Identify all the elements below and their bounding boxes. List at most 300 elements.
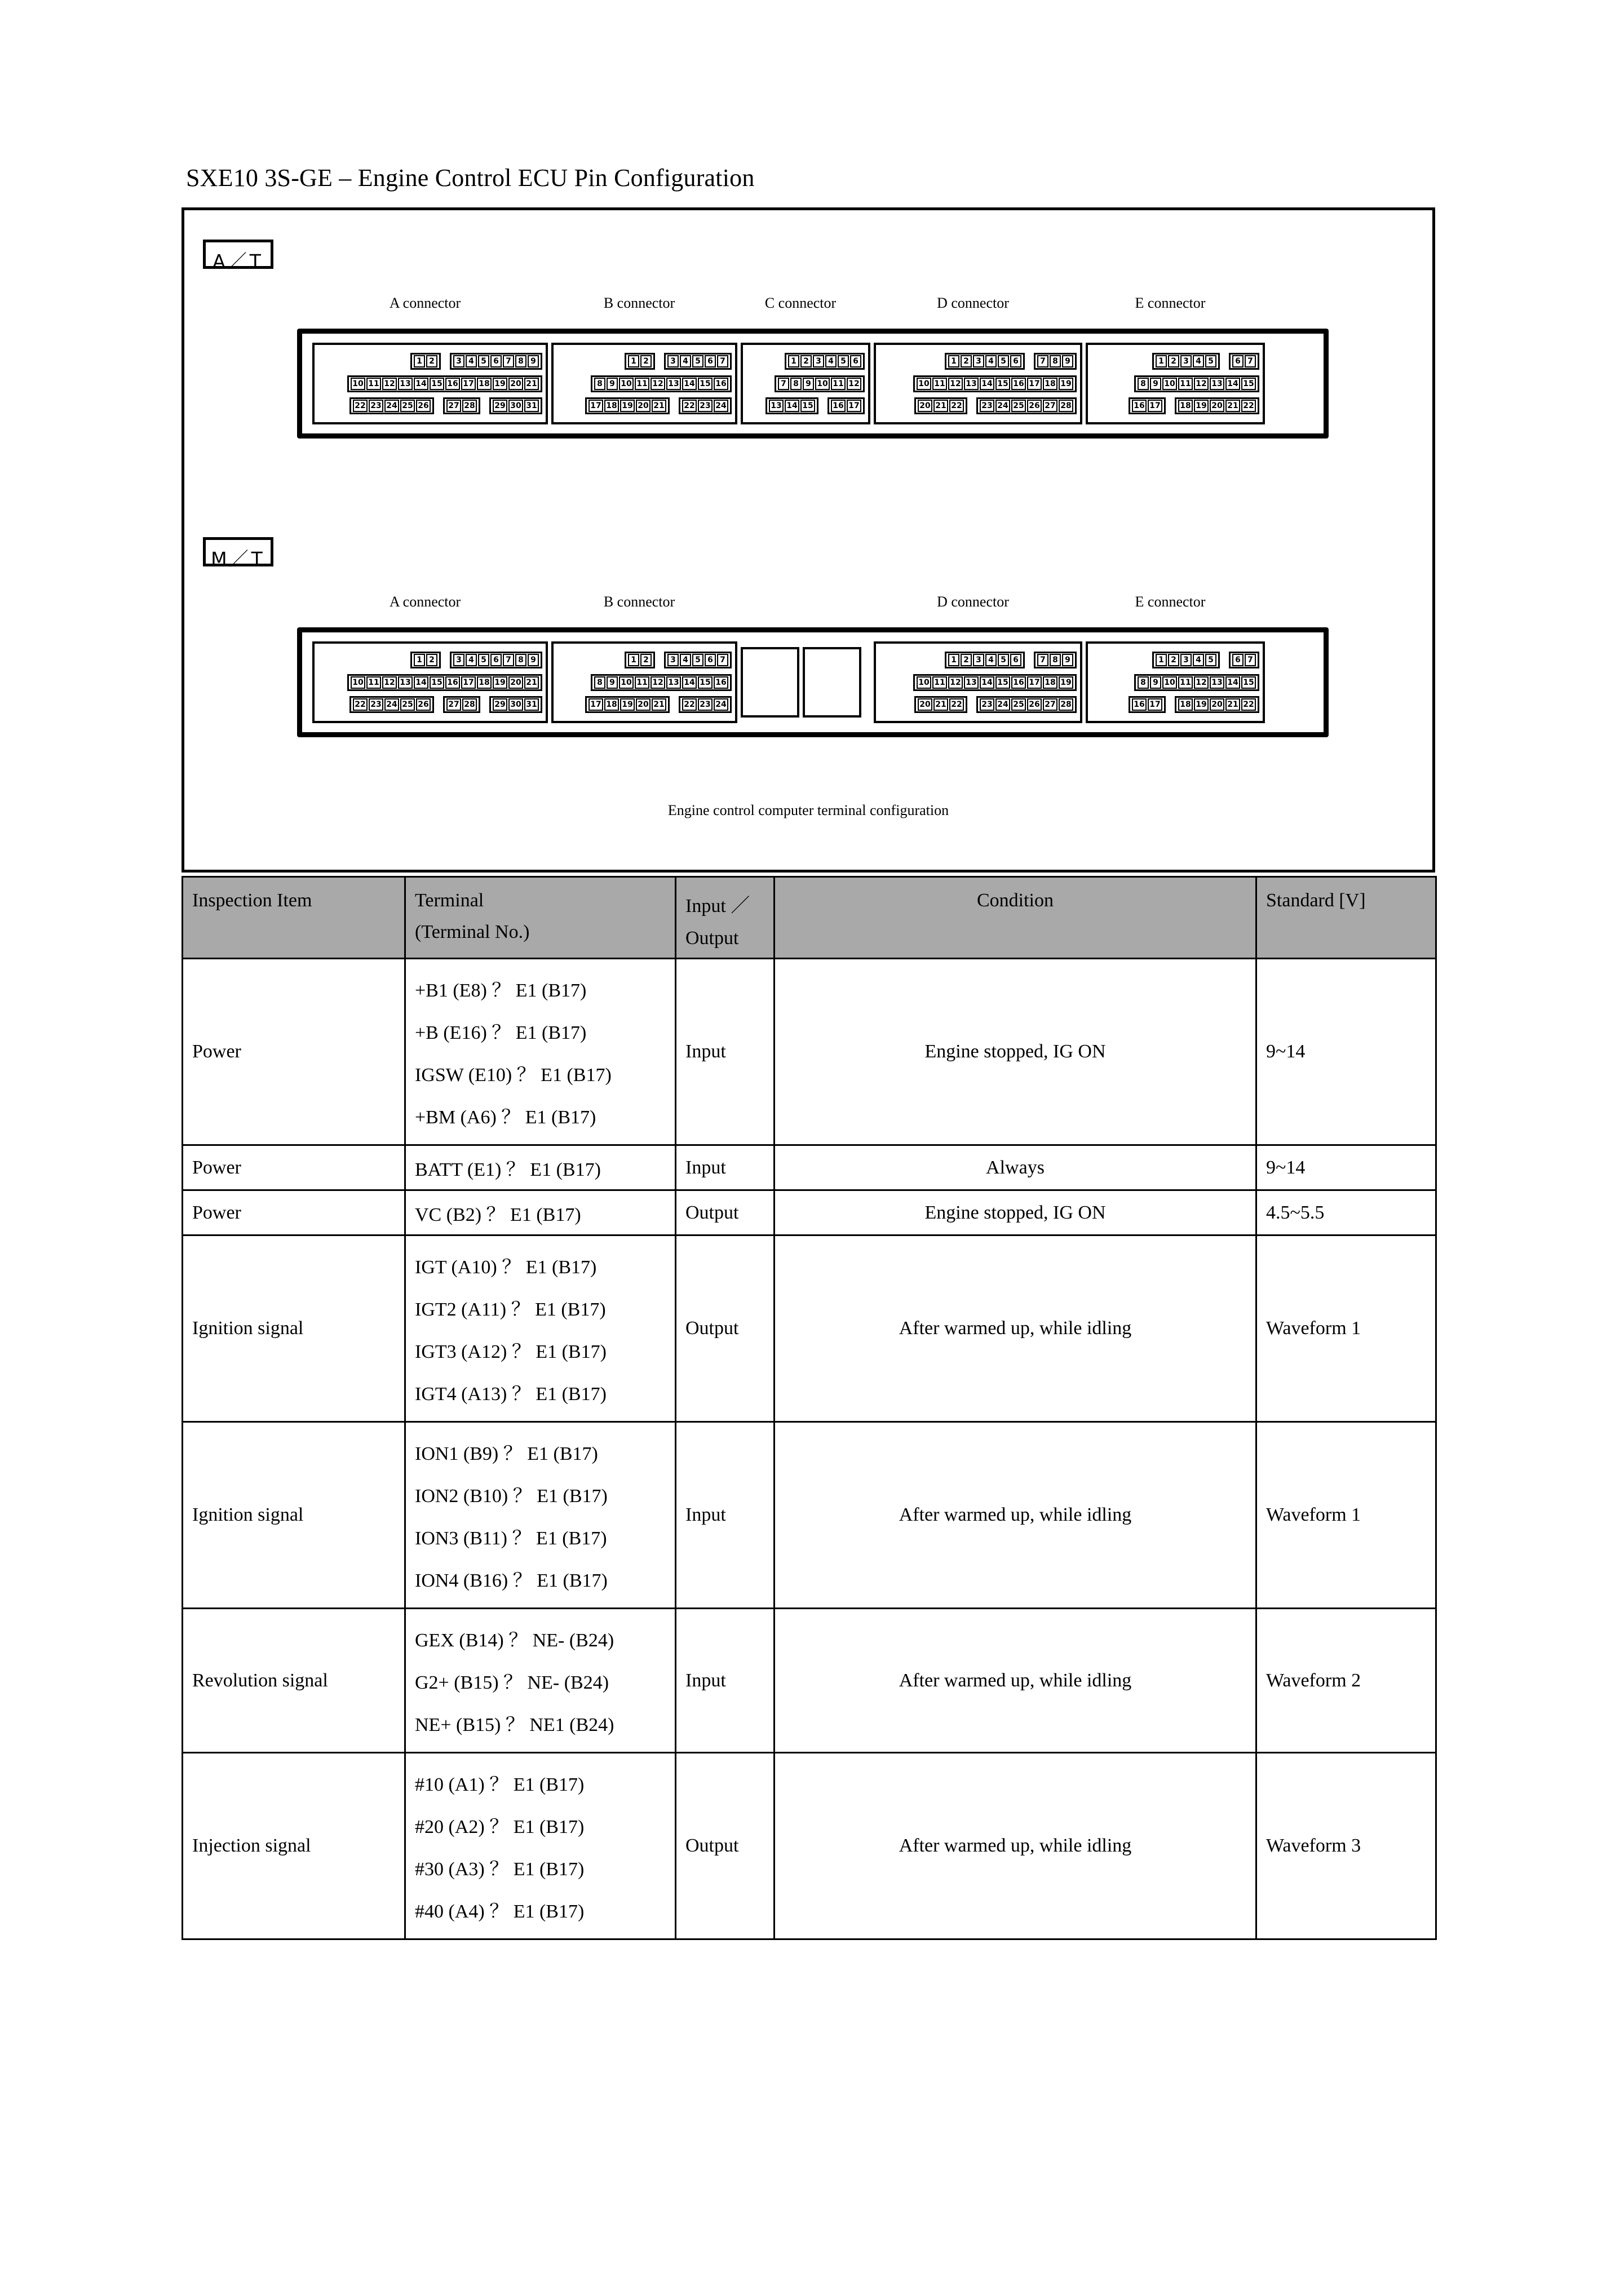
pin-mt-D-26: 26: [1027, 698, 1042, 711]
pin-at-B-2: 2: [640, 355, 652, 367]
pin-mt-A-10: 10: [351, 676, 365, 689]
pin-at-A-30: 30: [508, 400, 523, 412]
cell-condition: Engine stopped, IG ON: [775, 1190, 1256, 1235]
pin-segment-gap: [655, 353, 664, 370]
connector-label-at-A: A connector: [389, 295, 461, 311]
connector-at-E: [1086, 343, 1265, 424]
pin-at-D-23: 23: [980, 400, 994, 412]
connector-empty-slot: [803, 647, 861, 718]
pin-at-A-5: 5: [478, 355, 489, 367]
pin-mt-D-8: 8: [1050, 654, 1061, 666]
pin-at-B-6: 6: [705, 355, 716, 367]
pin-at-A-8: 8: [515, 355, 526, 367]
pin-mt-D-16: 16: [1011, 676, 1026, 689]
pin-mt-B-2: 2: [640, 654, 652, 666]
pin-at-D-27: 27: [1043, 400, 1057, 412]
pin-specification-table: [182, 876, 1437, 1940]
connector-mt-D: [874, 641, 1082, 723]
transmission-tag-at: A／T: [203, 240, 273, 269]
pin-segment: [591, 674, 732, 691]
pin-segment: [976, 397, 1077, 414]
terminal-entry: #40 (A4) ？ E1 (B17): [415, 1901, 585, 1922]
pin-at-B-17: 17: [588, 400, 603, 412]
pin-at-D-22: 22: [949, 400, 964, 412]
pin-at-A-31: 31: [524, 400, 539, 412]
cell-terminal: [405, 1145, 676, 1190]
pin-mt-D-13: 13: [964, 676, 979, 689]
pin-mt-E-18: 18: [1178, 698, 1193, 711]
pin-at-A-18: 18: [477, 378, 492, 390]
pin-row: [557, 696, 732, 713]
pin-at-D-25: 25: [1011, 400, 1026, 412]
pin-row: [318, 652, 542, 668]
pin-mt-B-8: 8: [594, 676, 605, 689]
pin-at-B-20: 20: [636, 400, 651, 412]
pin-segment: [775, 375, 865, 392]
pin-at-B-22: 22: [682, 400, 697, 412]
pin-at-B-16: 16: [714, 378, 728, 390]
pin-mt-A-24: 24: [384, 698, 399, 711]
pin-segment-gap: [1220, 652, 1229, 668]
pin-at-D-5: 5: [998, 355, 1009, 367]
terminal-entry: #20 (A2) ？ E1 (B17): [415, 1817, 585, 1837]
table-header-row: [183, 877, 1436, 959]
terminal-entry: VC (B2) ？ E1 (B17): [415, 1204, 581, 1225]
pin-at-C-10: 10: [815, 378, 830, 390]
pin-mt-B-21: 21: [652, 698, 666, 711]
pin-row: [318, 375, 542, 392]
table-row: [183, 1235, 1436, 1422]
pin-at-A-14: 14: [414, 378, 428, 390]
terminal-entry: IGT4 (A13) ？ E1 (B17): [415, 1384, 607, 1405]
pin-at-D-1: 1: [948, 355, 959, 367]
pin-at-C-3: 3: [813, 355, 824, 367]
pin-segment: [450, 652, 542, 668]
pin-at-C-17: 17: [847, 400, 861, 412]
pin-row: [746, 397, 865, 414]
pin-mt-E-3: 3: [1180, 654, 1192, 666]
pin-at-B-13: 13: [666, 378, 681, 390]
pin-segment-gap: [1025, 652, 1034, 668]
pin-segment: [347, 674, 542, 691]
pin-mt-D-21: 21: [933, 698, 948, 711]
pin-mt-B-20: 20: [636, 698, 651, 711]
pin-mt-B-10: 10: [619, 676, 634, 689]
pin-segment-gap: [441, 353, 450, 370]
pin-at-B-19: 19: [620, 400, 635, 412]
pin-mt-A-30: 30: [508, 698, 523, 711]
cell-inspection-item: Power: [183, 1145, 405, 1190]
pin-row: [557, 353, 732, 370]
pin-at-B-12: 12: [651, 378, 665, 390]
pin-mt-E-12: 12: [1194, 676, 1209, 689]
pin-row: [1091, 375, 1259, 392]
pin-mt-D-24: 24: [995, 698, 1010, 711]
pin-row: [746, 375, 865, 392]
pin-row: [879, 353, 1077, 370]
pin-mt-A-1: 1: [414, 654, 425, 666]
pin-segment: [1134, 375, 1259, 392]
pin-at-A-28: 28: [462, 400, 477, 412]
cell-terminal: [405, 959, 676, 1145]
pin-at-A-2: 2: [426, 355, 437, 367]
pin-at-D-13: 13: [964, 378, 979, 390]
pin-segment: [945, 353, 1025, 370]
connector-empty-slot: [741, 647, 799, 718]
pin-mt-A-20: 20: [508, 676, 523, 689]
pin-at-C-1: 1: [788, 355, 799, 367]
pin-at-D-11: 11: [932, 378, 947, 390]
pin-mt-D-28: 28: [1059, 698, 1073, 711]
terminal-entry: #30 (A3) ？ E1 (B17): [415, 1859, 585, 1880]
table-row: [183, 1609, 1436, 1753]
pin-at-A-11: 11: [366, 378, 381, 390]
connector-label-mt-D: D connector: [937, 594, 1009, 610]
pin-mt-E-17: 17: [1148, 698, 1162, 711]
connector-labels-mt: [184, 594, 1432, 614]
pin-at-A-4: 4: [466, 355, 477, 367]
pin-at-A-7: 7: [503, 355, 514, 367]
connector-label-mt-A: A connector: [389, 594, 461, 610]
pin-at-E-10: 10: [1162, 378, 1177, 390]
pin-mt-A-3: 3: [453, 654, 464, 666]
pin-segment: [1129, 696, 1166, 713]
pin-segment: [450, 353, 542, 370]
pin-mt-E-7: 7: [1245, 654, 1256, 666]
pin-segment-gap: [1025, 353, 1034, 370]
pin-at-C-5: 5: [838, 355, 849, 367]
terminal-entry: IGT (A10) ？ E1 (B17): [415, 1257, 597, 1278]
pin-at-D-10: 10: [917, 378, 931, 390]
pin-at-E-8: 8: [1138, 378, 1149, 390]
pin-segment-gap: [1166, 696, 1175, 713]
pin-at-A-24: 24: [384, 400, 399, 412]
pin-at-A-25: 25: [400, 400, 415, 412]
pin-segment: [489, 696, 542, 713]
pin-at-B-21: 21: [652, 400, 666, 412]
pin-mt-B-7: 7: [717, 654, 728, 666]
pin-mt-A-22: 22: [353, 698, 368, 711]
terminal-entry: NE+ (B15) ？ NE1 (B24): [415, 1715, 614, 1735]
table-row: [183, 959, 1436, 1145]
table-row: [183, 1190, 1436, 1235]
pin-segment: [347, 375, 542, 392]
pin-at-E-18: 18: [1178, 400, 1193, 412]
cell-terminal: [405, 1422, 676, 1609]
pin-segment-gap: [655, 652, 664, 668]
pin-at-C-4: 4: [825, 355, 837, 367]
pin-segment-gap: [670, 696, 679, 713]
cell-condition: After warmed up, while idling: [775, 1609, 1256, 1753]
terminal-entry: IGT2 (A11) ？ E1 (B17): [415, 1299, 606, 1320]
pin-at-D-19: 19: [1059, 378, 1073, 390]
pin-segment-gap: [967, 696, 976, 713]
pin-at-E-16: 16: [1132, 400, 1147, 412]
connector-mt-B: [551, 641, 737, 723]
pin-mt-A-6: 6: [490, 654, 502, 666]
pin-mt-D-18: 18: [1043, 676, 1057, 689]
terminal-entry: ION4 (B16) ？ E1 (B17): [415, 1570, 608, 1591]
pin-at-A-12: 12: [382, 378, 397, 390]
pin-at-B-10: 10: [619, 378, 634, 390]
pin-at-E-22: 22: [1241, 400, 1256, 412]
pin-row: [1091, 652, 1259, 668]
pin-row: [1091, 696, 1259, 713]
pin-segment: [625, 353, 655, 370]
pin-at-C-11: 11: [831, 378, 846, 390]
cell-input-output: Input: [676, 1609, 775, 1753]
terminal-entry: G2+ (B15) ？ NE- (B24): [415, 1672, 609, 1693]
pin-segment-gap: [967, 397, 976, 414]
pin-mt-A-15: 15: [430, 676, 444, 689]
pin-row: [1091, 674, 1259, 691]
pin-at-E-21: 21: [1225, 400, 1240, 412]
cell-condition: After warmed up, while idling: [775, 1753, 1256, 1939]
pin-segment-gap: [1166, 397, 1175, 414]
cell-inspection-item: Power: [183, 1190, 405, 1235]
cell-standard: 9~14: [1256, 959, 1436, 1145]
pin-row: [879, 652, 1077, 668]
cell-terminal: [405, 1235, 676, 1422]
pin-at-A-22: 22: [353, 400, 368, 412]
pin-segment: [349, 696, 434, 713]
pin-mt-E-9: 9: [1150, 676, 1161, 689]
pin-at-B-14: 14: [682, 378, 697, 390]
cell-standard: Waveform 1: [1256, 1422, 1436, 1609]
pin-mt-A-26: 26: [416, 698, 431, 711]
cell-input-output: Input: [676, 959, 775, 1145]
pin-at-D-16: 16: [1011, 378, 1026, 390]
pin-at-B-8: 8: [594, 378, 605, 390]
pin-segment: [443, 397, 480, 414]
pin-segment-gap: [480, 397, 489, 414]
pin-segment: [664, 652, 732, 668]
pin-segment-gap: [818, 397, 828, 414]
pin-mt-B-16: 16: [714, 676, 728, 689]
pin-segment: [585, 696, 670, 713]
pin-at-D-4: 4: [985, 355, 997, 367]
diagram-caption: Engine control computer terminal configuration: [667, 802, 949, 818]
pin-at-E-13: 13: [1210, 378, 1224, 390]
cell-input-output: Output: [676, 1235, 775, 1422]
pin-at-A-9: 9: [528, 355, 539, 367]
pin-mt-D-19: 19: [1059, 676, 1073, 689]
pin-row: [557, 397, 732, 414]
pin-segment: [785, 353, 865, 370]
pin-row: [879, 397, 1077, 414]
pin-row: [1091, 397, 1259, 414]
pin-mt-E-19: 19: [1194, 698, 1209, 711]
pin-mt-B-19: 19: [620, 698, 635, 711]
pin-at-E-6: 6: [1232, 355, 1244, 367]
cell-standard: Waveform 3: [1256, 1753, 1436, 1939]
pin-at-E-7: 7: [1245, 355, 1256, 367]
cell-standard: 9~14: [1256, 1145, 1436, 1190]
terminal-entry: +B (E16) ？ E1 (B17): [415, 1022, 587, 1043]
pin-segment: [664, 353, 732, 370]
pin-mt-D-14: 14: [980, 676, 994, 689]
pin-segment-gap: [434, 696, 443, 713]
pin-mt-A-8: 8: [515, 654, 526, 666]
pin-segment: [765, 397, 818, 414]
terminal-entry: ION2 (B10) ？ E1 (B17): [415, 1486, 608, 1507]
pin-at-A-29: 29: [493, 400, 507, 412]
terminal-entry: #10 (A1) ？ E1 (B17): [415, 1774, 585, 1795]
pin-mt-A-27: 27: [446, 698, 461, 711]
terminal-entry: GEX (B14) ？ NE- (B24): [415, 1630, 614, 1651]
pin-mt-B-18: 18: [604, 698, 619, 711]
pin-mt-D-27: 27: [1043, 698, 1057, 711]
pin-segment: [679, 696, 732, 713]
cell-standard: Waveform 1: [1256, 1235, 1436, 1422]
pin-segment: [585, 397, 670, 414]
column-header-terminal: Terminal (Terminal No.): [405, 877, 676, 959]
transmission-tag-mt: M／T: [203, 537, 273, 566]
pin-mt-B-12: 12: [651, 676, 665, 689]
pin-at-B-4: 4: [680, 355, 691, 367]
pin-mt-E-11: 11: [1178, 676, 1193, 689]
connector-at-C: [741, 343, 870, 424]
pin-at-A-27: 27: [446, 400, 461, 412]
pin-at-E-20: 20: [1210, 400, 1224, 412]
pin-segment: [625, 652, 655, 668]
pin-segment: [914, 696, 967, 713]
pin-at-B-7: 7: [717, 355, 728, 367]
connector-label-at-B: B connector: [603, 295, 675, 311]
pin-at-E-3: 3: [1180, 355, 1192, 367]
cell-condition: Always: [775, 1145, 1256, 1190]
table-row: [183, 1753, 1436, 1939]
pin-mt-D-17: 17: [1027, 676, 1042, 689]
pin-at-E-9: 9: [1150, 378, 1161, 390]
page-title: SXE10 3S-GE – Engine Control ECU Pin Configuration: [186, 164, 755, 192]
pin-mt-A-19: 19: [493, 676, 507, 689]
pin-mt-E-1: 1: [1156, 654, 1167, 666]
pin-mt-A-25: 25: [400, 698, 415, 711]
pin-at-C-9: 9: [803, 378, 814, 390]
pin-mt-B-17: 17: [588, 698, 603, 711]
cell-condition: After warmed up, while idling: [775, 1422, 1256, 1609]
pin-mt-A-18: 18: [477, 676, 492, 689]
connector-label-at-E: E connector: [1135, 295, 1206, 311]
connector-diagram-frame: [182, 207, 1435, 873]
pin-at-A-6: 6: [490, 355, 502, 367]
cell-inspection-item: Injection signal: [183, 1753, 405, 1939]
pin-row: [879, 696, 1077, 713]
terminal-entry: +BM (A6) ？ E1 (B17): [415, 1107, 596, 1128]
pin-segment: [443, 696, 480, 713]
pin-mt-D-5: 5: [998, 654, 1009, 666]
pin-mt-D-23: 23: [980, 698, 994, 711]
pin-segment: [1034, 652, 1077, 668]
pin-at-E-2: 2: [1168, 355, 1179, 367]
pin-row: [318, 353, 542, 370]
pin-at-E-5: 5: [1205, 355, 1216, 367]
terminal-entry: BATT (E1) ？ E1 (B17): [415, 1159, 601, 1180]
pin-mt-A-21: 21: [524, 676, 539, 689]
pin-at-B-3: 3: [667, 355, 679, 367]
terminal-entry: ION3 (B11) ？ E1 (B17): [415, 1528, 607, 1549]
pin-mt-E-2: 2: [1168, 654, 1179, 666]
connector-label-at-D: D connector: [937, 295, 1009, 311]
pin-mt-D-1: 1: [948, 654, 959, 666]
pin-at-D-18: 18: [1043, 378, 1057, 390]
pin-segment: [349, 397, 434, 414]
pin-mt-E-16: 16: [1132, 698, 1147, 711]
pin-segment: [1175, 397, 1259, 414]
connector-at-B: [551, 343, 737, 424]
pin-mt-B-9: 9: [607, 676, 618, 689]
pin-row: [318, 696, 542, 713]
pin-at-D-7: 7: [1037, 355, 1048, 367]
pin-mt-A-7: 7: [503, 654, 514, 666]
pin-at-A-16: 16: [445, 378, 460, 390]
terminal-entry: IGT3 (A12) ？ E1 (B17): [415, 1341, 607, 1362]
pin-at-C-15: 15: [800, 400, 815, 412]
pin-mt-A-2: 2: [426, 654, 437, 666]
cell-standard: 4.5~5.5: [1256, 1190, 1436, 1235]
pin-at-D-20: 20: [918, 400, 932, 412]
pin-at-B-11: 11: [635, 378, 649, 390]
pin-at-D-2: 2: [961, 355, 972, 367]
pin-at-B-15: 15: [698, 378, 713, 390]
table-row: [183, 1422, 1436, 1609]
pin-at-D-24: 24: [995, 400, 1010, 412]
column-header-inspection-item: Inspection Item: [183, 877, 405, 959]
pin-segment: [489, 397, 542, 414]
pin-mt-B-11: 11: [635, 676, 649, 689]
pin-mt-A-13: 13: [398, 676, 413, 689]
cell-input-output: Input: [676, 1422, 775, 1609]
pin-row: [557, 652, 732, 668]
pin-at-C-8: 8: [790, 378, 802, 390]
pin-at-A-10: 10: [351, 378, 365, 390]
pin-row: [879, 375, 1077, 392]
pin-at-A-20: 20: [508, 378, 523, 390]
ecu-shell-at: [297, 329, 1329, 439]
pin-segment: [913, 674, 1077, 691]
pin-mt-D-9: 9: [1062, 654, 1073, 666]
pin-mt-D-15: 15: [995, 676, 1010, 689]
column-header-condition: Condition: [775, 877, 1256, 959]
pin-segment: [1152, 353, 1220, 370]
pin-mt-D-12: 12: [948, 676, 963, 689]
connector-labels-at: [184, 295, 1432, 315]
pin-mt-E-10: 10: [1162, 676, 1177, 689]
pin-segment: [1034, 353, 1077, 370]
pin-row: [746, 353, 865, 370]
pin-mt-D-20: 20: [918, 698, 932, 711]
terminal-entry: IGSW (E10) ？ E1 (B17): [415, 1065, 612, 1086]
pin-segment: [1152, 652, 1220, 668]
pin-segment-gap: [670, 397, 679, 414]
pin-at-B-23: 23: [698, 400, 713, 412]
pin-mt-A-29: 29: [493, 698, 507, 711]
cell-condition: Engine stopped, IG ON: [775, 959, 1256, 1145]
cell-standard: Waveform 2: [1256, 1609, 1436, 1753]
pin-mt-A-12: 12: [382, 676, 397, 689]
pin-mt-D-11: 11: [932, 676, 947, 689]
connector-at-A: [312, 343, 548, 424]
pin-mt-E-13: 13: [1210, 676, 1224, 689]
pin-mt-E-20: 20: [1210, 698, 1224, 711]
pin-at-B-9: 9: [607, 378, 618, 390]
cell-input-output: Output: [676, 1190, 775, 1235]
pin-at-C-14: 14: [785, 400, 799, 412]
pin-segment: [1134, 674, 1259, 691]
pin-mt-A-16: 16: [445, 676, 460, 689]
cell-terminal: [405, 1609, 676, 1753]
